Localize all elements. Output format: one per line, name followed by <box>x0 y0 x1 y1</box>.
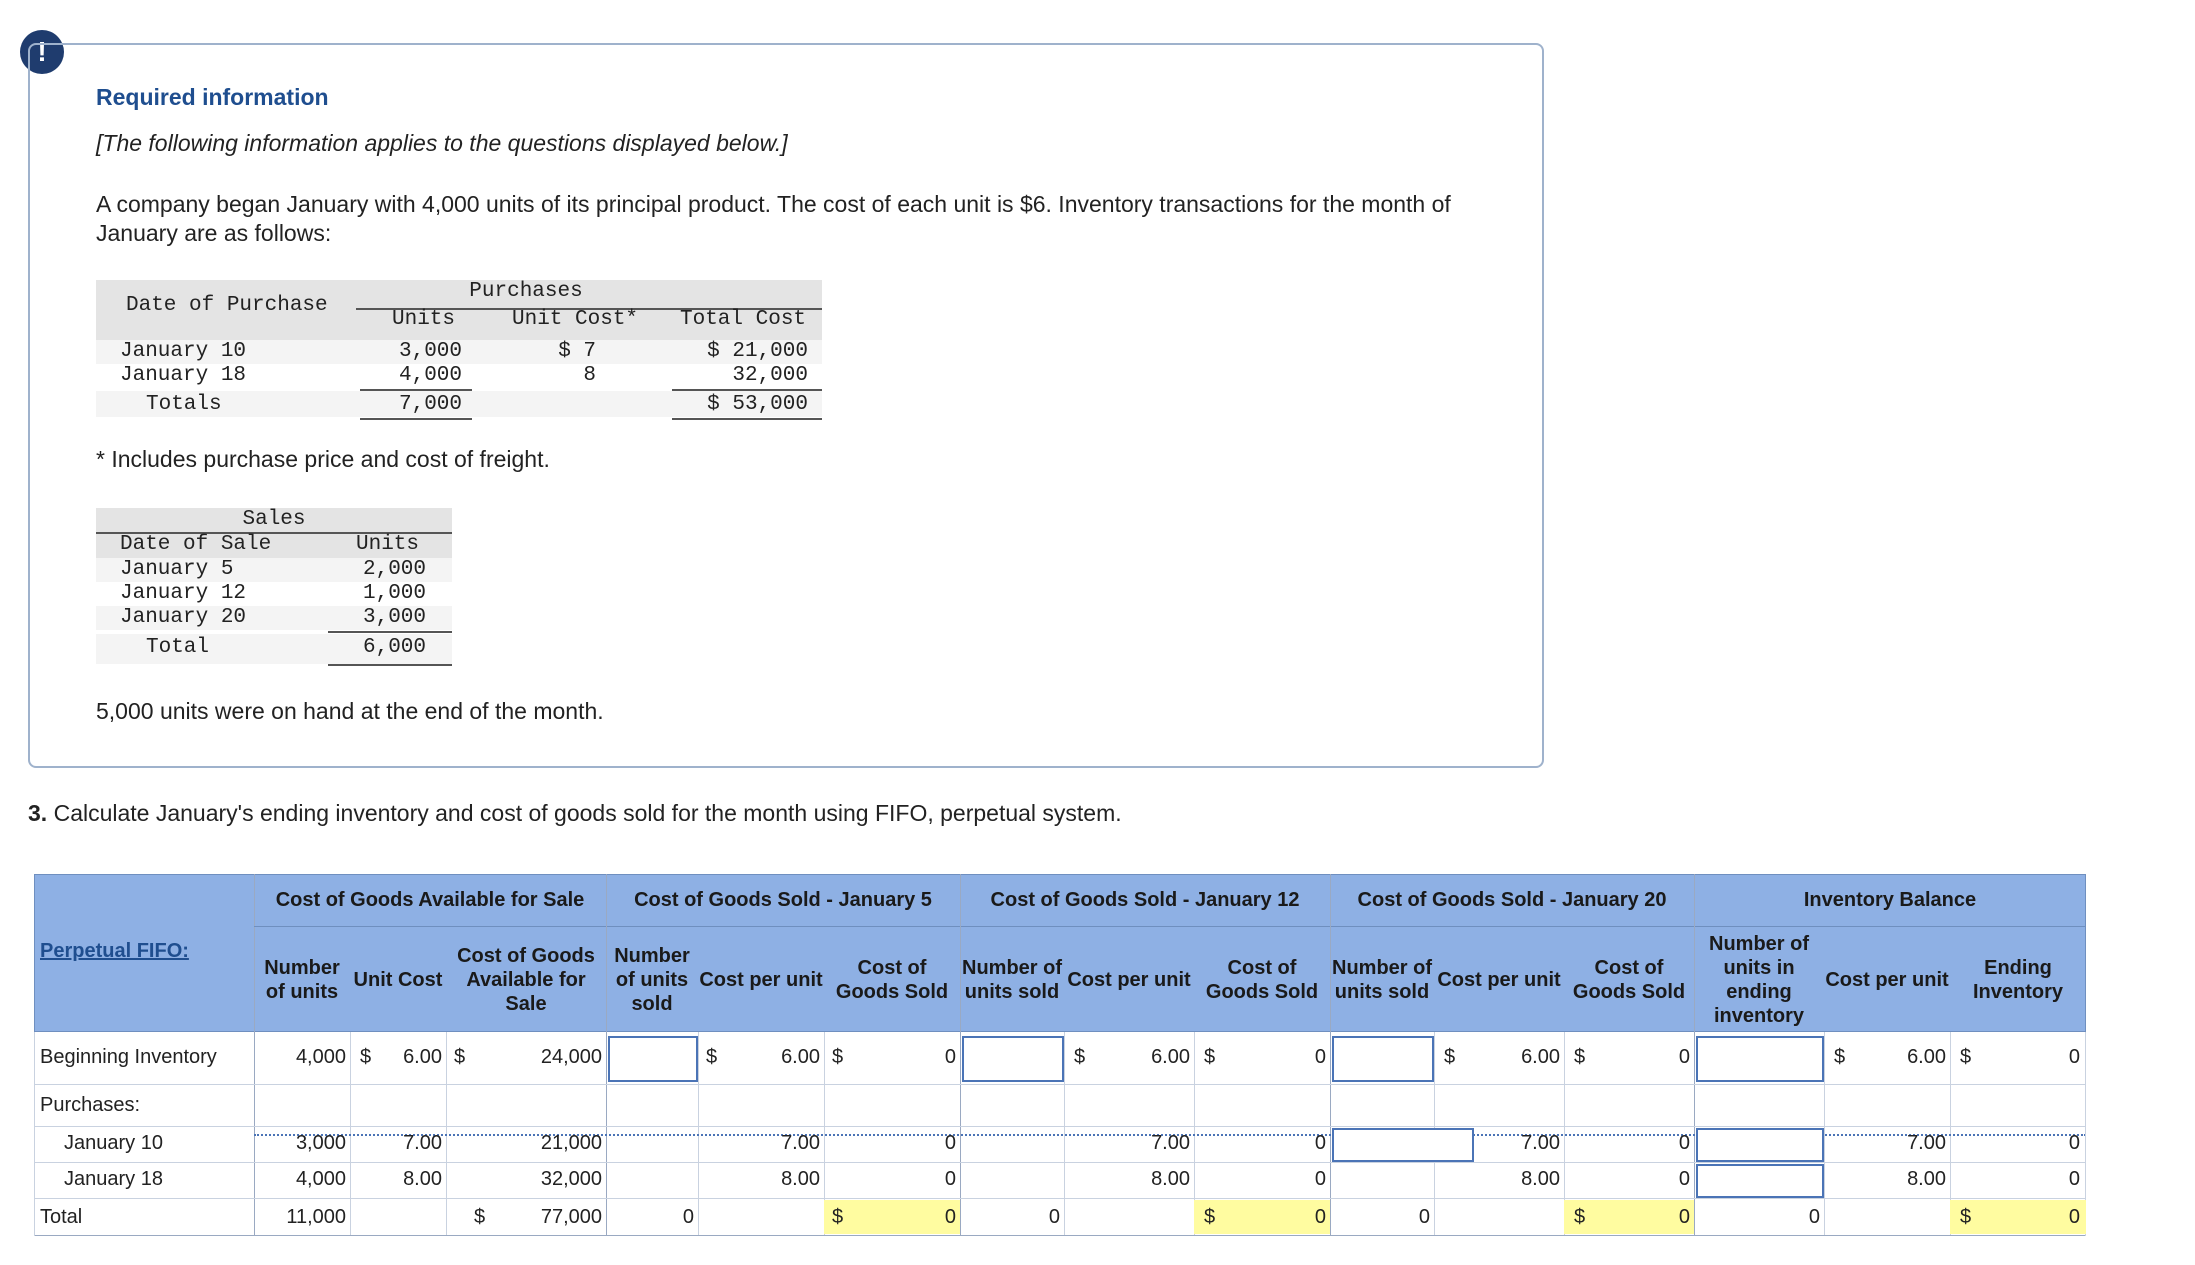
beg-end-inv-dollar: $ <box>1960 1046 1972 1068</box>
total-end-inv: 0 <box>2068 1206 2080 1228</box>
jan18-total: 32,000 <box>540 1168 602 1190</box>
jan18-jan5-cost: 8.00 <box>781 1168 820 1190</box>
beg-total: 24,000 <box>540 1046 602 1068</box>
jan10-jan5-cost: 7.00 <box>781 1132 820 1154</box>
group-cogs-jan12: Cost of Goods Sold - January 12 <box>990 889 1300 911</box>
jan10-jan20-cogs: 0 <box>1678 1132 1690 1154</box>
subhead-jan20-cost: Cost per unit <box>1437 969 1561 991</box>
beg-jan12-dollar: $ <box>1074 1046 1086 1068</box>
purchases-totals-total: $ 53,000 <box>707 393 808 416</box>
row-label-total: Total <box>40 1206 83 1228</box>
total-dollar: $ <box>474 1206 486 1228</box>
intro-text: A company began January with 4,000 units of its principal product. The cost of each unit is $6. Inventory transactions for the month of January are as follows: <box>96 191 1451 246</box>
purchase-cost-2: 8 <box>583 364 596 387</box>
beg-jan20-cogs-dollar: $ <box>1574 1046 1586 1068</box>
total-jan5-units: 0 <box>682 1206 694 1228</box>
purchases-group-header: Purchases <box>469 280 583 303</box>
group-inventory-balance: Inventory Balance <box>1803 889 1977 911</box>
jan10-jan12-cogs: 0 <box>1314 1132 1326 1154</box>
beg-jan20-dollar: $ <box>1444 1046 1456 1068</box>
purchase-units-1: 3,000 <box>398 340 462 363</box>
sale-date-2: January 12 <box>120 582 247 605</box>
row-label-jan18: January 18 <box>64 1168 163 1190</box>
beg-jan5-cost: 6.00 <box>781 1046 820 1068</box>
beg-jan5-dollar: $ <box>706 1046 718 1068</box>
sales-group-header: Sales <box>242 508 306 531</box>
row-label-purchases: Purchases: <box>40 1094 141 1116</box>
info-title: Required information <box>96 84 329 110</box>
info-subtitle: [The following information applies to the questions displayed below.] <box>96 130 788 156</box>
col-unit-cost: Unit Cost* <box>512 308 639 331</box>
jan10-unit-cost: 7.00 <box>403 1132 442 1154</box>
jan18-units: 4,000 <box>295 1168 346 1190</box>
beg-jan12-cogs-dollar: $ <box>1204 1046 1216 1068</box>
question-number: 3. <box>28 800 48 826</box>
subhead-jan12-units: Number of units sold <box>962 957 1062 1003</box>
jan10-total: 21,000 <box>540 1132 602 1154</box>
perpetual-fifo-worksheet <box>34 874 2086 1236</box>
jan18-jan5-cogs: 0 <box>944 1168 956 1190</box>
jan18-end-units-input[interactable] <box>1696 1164 1824 1198</box>
group-cogs-jan5: Cost of Goods Sold - January 5 <box>634 889 932 911</box>
jan18-jan12-cost: 8.00 <box>1151 1168 1190 1190</box>
question-body: Calculate January's ending inventory and cost of goods sold for the month using FIFO, perpetual system. <box>53 800 1122 826</box>
subhead-end-units: Number of units in ending inventory <box>1709 933 1809 1027</box>
jan10-end-cost: 7.00 <box>1907 1132 1946 1154</box>
subhead-jan5-cogs: Cost of Goods Sold <box>835 957 949 1003</box>
jan10-end-units-input[interactable] <box>1696 1128 1824 1162</box>
purchase-total-1: $ 21,000 <box>707 340 808 363</box>
beg-jan20-units-input[interactable] <box>1332 1036 1434 1082</box>
jan18-end-cost: 8.00 <box>1907 1168 1946 1190</box>
col-total-cost: Total Cost <box>680 308 807 331</box>
subhead-jan20-units: Number of units sold <box>1332 957 1432 1003</box>
alert-icon: ! <box>20 30 64 74</box>
subhead-jan5-units: Number of units sold <box>614 945 690 1015</box>
sales-total-label: Total <box>146 636 210 659</box>
subhead-avail-unit-cost: Unit Cost <box>353 969 443 991</box>
group-available-for-sale: Cost of Goods Available for Sale <box>275 889 585 911</box>
sales-table <box>96 508 452 670</box>
total-jan20-cogs: 0 <box>1678 1206 1690 1228</box>
subhead-jan5-cost: Cost per unit <box>699 969 823 991</box>
total-units: 11,000 <box>286 1206 346 1228</box>
sales-total-units: 6,000 <box>362 636 426 659</box>
purchases-totals-label: Totals <box>146 393 222 416</box>
beg-end-units-input[interactable] <box>1696 1036 1824 1082</box>
beg-jan5-units-input[interactable] <box>608 1036 698 1082</box>
endnote: 5,000 units were on hand at the end of the month. <box>96 698 604 724</box>
beg-dollar-2: $ <box>454 1046 466 1068</box>
total-jan12-cogs: 0 <box>1314 1206 1326 1228</box>
purchase-units-2: 4,000 <box>398 364 462 387</box>
sale-units-1: 2,000 <box>362 558 426 581</box>
question-text <box>28 800 1122 827</box>
beg-jan5-cogs: 0 <box>944 1046 956 1068</box>
col-units: Units <box>392 308 456 331</box>
purchases-totals-units: 7,000 <box>398 393 462 416</box>
beg-jan5-cogs-dollar: $ <box>832 1046 844 1068</box>
subhead-jan20-cogs: Cost of Goods Sold <box>1572 957 1686 1003</box>
subhead-end-inventory: Ending Inventory <box>1972 957 2064 1003</box>
subhead-jan12-cogs: Cost of Goods Sold <box>1205 957 1319 1003</box>
jan10-units: 3,000 <box>295 1132 346 1154</box>
jan10-jan12-cost: 7.00 <box>1151 1132 1190 1154</box>
row-label-jan10: January 10 <box>64 1132 163 1154</box>
subhead-end-cost: Cost per unit <box>1825 969 1949 991</box>
sale-units-2: 1,000 <box>362 582 426 605</box>
beg-jan20-cogs: 0 <box>1678 1046 1690 1068</box>
total-jan20-units: 0 <box>1418 1206 1430 1228</box>
jan10-jan5-cogs: 0 <box>944 1132 956 1154</box>
footnote: * Includes purchase price and cost of freight. <box>96 446 550 472</box>
purchase-cost-1: $ 7 <box>558 340 596 363</box>
beg-end-cost: 6.00 <box>1907 1046 1946 1068</box>
beg-jan20-cost: 6.00 <box>1521 1046 1560 1068</box>
total-end-units: 0 <box>1808 1206 1820 1228</box>
row-label-beginning: Beginning Inventory <box>40 1046 217 1068</box>
beg-jan12-cost: 6.00 <box>1151 1046 1190 1068</box>
jan18-jan20-cogs: 0 <box>1678 1168 1690 1190</box>
total-jan5-cogs: 0 <box>944 1206 956 1228</box>
perpetual-fifo-label: Perpetual FIFO: <box>40 940 189 962</box>
purchases-table <box>96 280 822 420</box>
subhead-avail-units: Number of units <box>264 957 340 1003</box>
total-jan12-dollar: $ <box>1204 1206 1216 1228</box>
jan10-jan20-cost: 7.00 <box>1521 1132 1560 1154</box>
beg-end-dollar: $ <box>1834 1046 1846 1068</box>
total-jan5-dollar: $ <box>832 1206 844 1228</box>
subhead-avail-total: Cost of Goods Available for Sale <box>457 945 595 1015</box>
col-sale-units: Units <box>356 533 420 556</box>
sale-units-3: 3,000 <box>362 606 426 629</box>
jan18-unit-cost: 8.00 <box>403 1168 442 1190</box>
jan10-end-inv: 0 <box>2068 1132 2080 1154</box>
purchase-date-2: January 18 <box>120 364 247 387</box>
sale-date-3: January 20 <box>120 606 247 629</box>
total-jan12-units: 0 <box>1048 1206 1060 1228</box>
purchase-date-1: January 10 <box>120 340 247 363</box>
sale-date-1: January 5 <box>120 558 234 581</box>
beg-unit-cost: 6.00 <box>403 1046 442 1068</box>
col-date-of-purchase: Date of Purchase <box>126 294 328 317</box>
subhead-jan12-cost: Cost per unit <box>1067 969 1191 991</box>
jan18-jan12-cogs: 0 <box>1314 1168 1326 1190</box>
total-end-dollar: $ <box>1960 1206 1972 1228</box>
beg-jan12-units-input[interactable] <box>962 1036 1064 1082</box>
beg-end-inv: 0 <box>2068 1046 2080 1068</box>
total-jan20-dollar: $ <box>1574 1206 1586 1228</box>
total-available: 77,000 <box>540 1206 602 1228</box>
jan18-jan20-cost: 8.00 <box>1521 1168 1560 1190</box>
beg-jan12-cogs: 0 <box>1314 1046 1326 1068</box>
purchase-total-2: 32,000 <box>732 364 808 387</box>
jan18-end-inv: 0 <box>2068 1168 2080 1190</box>
beg-dollar-1: $ <box>360 1046 372 1068</box>
group-cogs-jan20: Cost of Goods Sold - January 20 <box>1357 889 1667 911</box>
beg-units: 4,000 <box>295 1046 346 1068</box>
col-date-of-sale: Date of Sale <box>120 533 272 556</box>
